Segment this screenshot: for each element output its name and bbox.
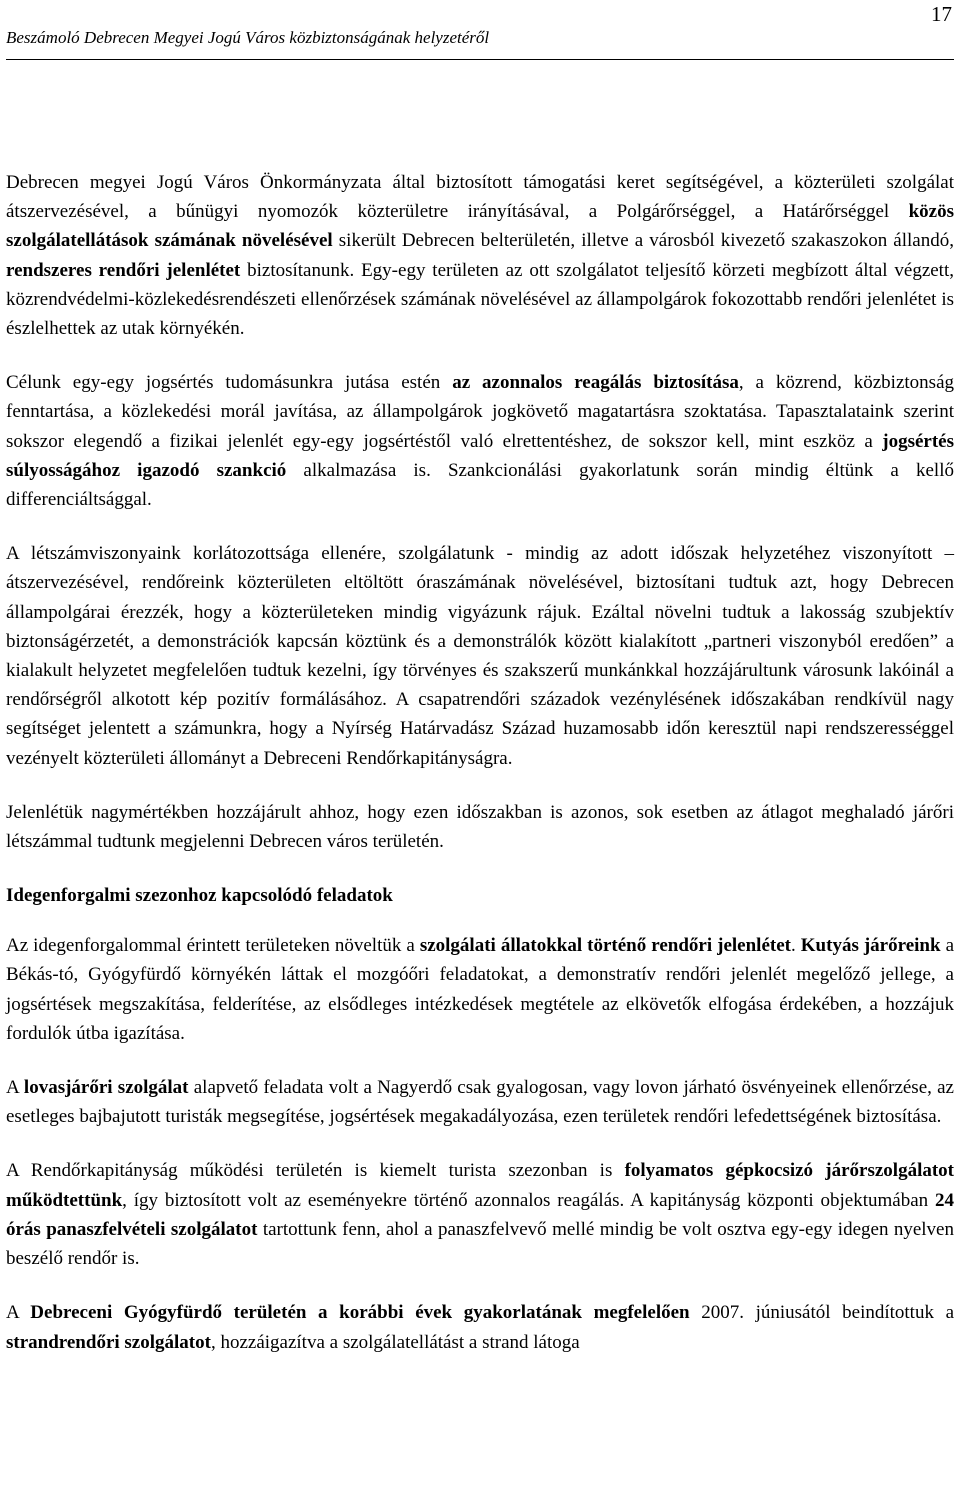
paragraph [6,798,954,856]
running-header: Beszámoló Debrecen Megyei Jogú Város közbiztonságának helyzetéről [6,28,954,60]
text-run: . [790,935,801,957]
emphasized-text: Debreceni Gyógyfürdő területén a korábbi évek gyakorlatának megfelelően [30,1302,690,1324]
text-run: A [6,1302,31,1324]
text-run: Debrecen megyei Jogú Város Önkormányzata által biztosított támogatási keret segítségével, a közterületi szolgálat átszervezésével, a bűnügyi nyomozók közterületre irányításával, a Polgárőrséggel, a Határőrséggel [6,172,954,223]
emphasized-text: lovasjárőri szolgálat [23,1077,189,1099]
page-number: 17 [931,2,952,26]
text-run: , így biztosított volt az eseményekre történő azonnalos reagálás. A kapitányság központi objektumában [122,1189,935,1211]
text-run: alapvető feladata volt a Nagyerdő csak gyalogosan, vagy lovon járható ösvényeinek ellenőrzése, az esetleges bajbajutott turisták megsegítése, jogsértések megakadályozása, ezen területek rendőri lefedettségének biztosítása. [6,1077,954,1128]
text-run: , a közrend, közbiztonság fenntartása, a közlekedési morál javítása, az állampolgárok jogkövető magatartásra szoktatása. Tapasztalataink szerint sokszor elegendő a fizikai jelenlét egy-egy jogsértéstől való elrettentéshez, de sokszor kell, mint eszköz a [6,372,954,452]
paragraph [6,539,954,773]
text-run: Az idegenforgalommal érintett területeken növeltük a [6,935,420,957]
text-run: Célunk egy-egy jogsértés tudomásunkra jutása estén [6,372,453,394]
text-run: , hozzáigazítva a szolgálatellátást a strand látoga [210,1331,580,1353]
text-run: 2007. júniusától beindítottuk a [689,1302,955,1324]
text-run: alkalmazása is. Szankcionálási gyakorlatunk során mindig éltünk a kellő differenciáltsággal. [6,459,954,511]
text-run: A [6,1077,24,1099]
text-run: a Békás-tó, Gyógyfürdő környékén láttak el mozgóőri feladatokat, a demonstratív rendőri jelenlét megelőző jellege, a jogsértések megszakítása, felderítése, az elsődleges intézkedések megtétele az elkövetők elfogása érdekében, a hozzájuk fordulók útba igazítása. [6,935,954,1044]
text-run: A Rendőrkapitányság működési területén is kiemelt turista szezonban is [6,1160,625,1182]
paragraph [6,1073,954,1131]
paragraph [6,368,954,514]
text-run: A létszámviszonyaink korlátozottsága ellenére, szolgálatunk - mindig az adott időszak helyzetéhez viszonyított – átszervezésével, rendőreink közterületen eltöltött óraszámának növelésével, biztosítani tudtuk azt, hogy Debrecen állampolgárai érezzék, hogy a közterületeken mindig vigyázunk rájuk. Ezáltal növelni tudtuk a lakosság szubjektív biztonságérzetét, a demonstrációk kapcsán köztünk és a demonstrálók között kialakított „partneri viszonyból eredően” a kialakult helyzetet megfelelően tudtuk kezelni, így törvényes és szakszerű munkánkkal hozzájárultunk városunk lakóinál a rendőrségről alkotott kép pozitív formálásához. A csapatrendőri századok vezénylésének időszakában rendkívül nagy segítséget jelentett a számunkra, hogy a Nyírség Határvadász Század huzamosabb időn keresztül napi rendszerességgel vezényelt közterületi állományt a Debreceni Rendőrkapitányságra. [6,543,954,769]
text-run: Jelenlétük nagymértékben hozzájárult ahhoz, hogy ezen időszakban is azonos, sok esetben az átlagot meghaladó járőri létszámmal tudtunk megjelenni Debrecen város területén. [6,801,954,853]
emphasized-text: jogsértés súlyosságához igazodó szankció [6,430,954,481]
paragraph [6,931,954,1048]
text-run: sikerült Debrecen belterületén, illetve a városból kivezető szakaszokon állandó, [332,230,954,252]
text-run: tartottunk fenn, ahol a panaszfelvevő mellé mindig be volt osztva egy-egy idegen nyelven beszélő rendőr is. [6,1218,954,1270]
emphasized-text: közös szolgálatellátások számának növelésével [6,201,954,252]
emphasized-text: szolgálati állatokkal történő rendőri jelenlétet [419,935,791,957]
emphasized-text: 24 órás panaszfelvételi szolgálatot [6,1189,954,1240]
text-run: biztosítanunk. Egy-egy területen az ott szolgálatot teljesítő körzeti megbízott által végzett, közrendvédelmi-közlekedésrendészeti ellenőrzések számának növelésével az állampolgárok fokozottabb rendőri jelenlétet is észlelhettek az utak környékén. [6,259,954,340]
paragraph [6,168,954,343]
emphasized-text: az azonnalos reagálás biztosítása [452,372,739,394]
emphasized-text: strandrendőri szolgálatot [6,1331,211,1353]
document-body [6,168,954,1382]
paragraph [6,1156,954,1273]
emphasized-text: folyamatos gépkocsizó járőrszolgálatot működtettünk [6,1160,954,1211]
paragraph [6,1298,954,1356]
emphasized-text: rendszeres rendőri jelenlétet [6,259,241,281]
section-heading: Idegenforgalmi szezonhoz kapcsolódó feladatok [6,885,393,907]
emphasized-text: Kutyás járőreink [800,935,941,957]
